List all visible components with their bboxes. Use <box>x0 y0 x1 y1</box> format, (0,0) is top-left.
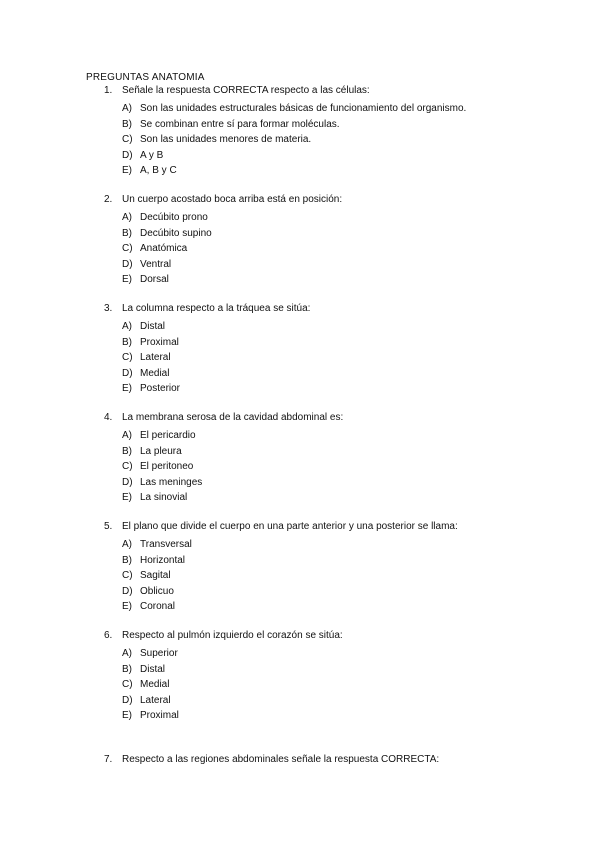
option-d <box>104 475 544 491</box>
question-header <box>104 628 544 644</box>
option-e <box>104 490 544 506</box>
option-text: A y B <box>140 149 164 161</box>
option-letter: E) <box>122 492 132 504</box>
question-5 <box>104 519 544 615</box>
question-1 <box>104 83 544 179</box>
option-e <box>104 381 544 397</box>
option-text: A, B y C <box>140 165 177 177</box>
option-text: Sagital <box>140 570 171 582</box>
question-text: Un cuerpo acostado boca arriba está en posición: <box>122 194 343 205</box>
question-text: Respecto al pulmón izquierdo el corazón se sitúa: <box>122 630 343 641</box>
option-text: La sinovial <box>140 492 188 504</box>
option-d <box>104 584 544 600</box>
option-c <box>104 241 544 257</box>
option-text: Dorsal <box>140 274 169 286</box>
question-header <box>104 83 544 99</box>
option-c <box>104 132 544 148</box>
option-list <box>104 210 544 288</box>
option-letter: B) <box>122 227 132 239</box>
option-text: Posterior <box>140 383 181 395</box>
question-text: La columna respecto a la tráquea se sitúa: <box>122 303 311 314</box>
document-title: PREGUNTAS ANATOMIA <box>86 72 205 83</box>
option-d <box>104 257 544 273</box>
option-letter: D) <box>122 258 133 270</box>
option-text: Decúbito prono <box>140 212 208 223</box>
option-list <box>104 319 544 397</box>
option-b <box>104 553 544 569</box>
option-list <box>104 646 544 724</box>
question-header <box>104 752 544 768</box>
option-letter: E) <box>122 165 132 177</box>
option-e <box>104 708 544 724</box>
option-a <box>104 101 544 117</box>
option-a <box>104 646 544 662</box>
option-text: Las meninges <box>140 476 203 488</box>
option-letter: B) <box>122 336 132 348</box>
question-header <box>104 301 544 317</box>
question-number: 5. <box>104 521 113 532</box>
question-number: 1. <box>104 85 113 96</box>
question-text: La membrana serosa de la cavidad abdominal es: <box>122 412 344 423</box>
question-header <box>104 192 544 208</box>
option-text: Superior <box>140 648 178 659</box>
option-text: Anatómica <box>140 243 188 255</box>
option-text: Medial <box>140 679 170 691</box>
question-4 <box>104 410 544 506</box>
option-letter: C) <box>122 352 133 364</box>
option-letter: C) <box>122 461 133 473</box>
option-letter: A) <box>122 648 132 659</box>
option-a <box>104 319 544 335</box>
option-text: El pericardio <box>140 430 196 441</box>
question-text: El plano que divide el cuerpo en una parte anterior y una posterior se llama: <box>122 521 458 532</box>
option-text: Coronal <box>140 601 176 613</box>
option-letter: A) <box>122 539 132 550</box>
option-c <box>104 350 544 366</box>
option-letter: B) <box>122 445 132 457</box>
option-b <box>104 226 544 242</box>
option-letter: C) <box>122 679 133 691</box>
option-letter: D) <box>122 694 133 706</box>
option-text: Proximal <box>140 710 179 722</box>
option-text: Son las unidades estructurales básicas de funcionamiento del organismo. <box>140 103 467 114</box>
option-letter: B) <box>122 118 132 130</box>
option-text: Lateral <box>140 694 171 706</box>
question-number: 2. <box>104 194 113 205</box>
option-b <box>104 444 544 460</box>
option-letter: B) <box>122 663 132 675</box>
question-number: 4. <box>104 412 113 423</box>
option-letter: B) <box>122 554 132 566</box>
option-letter: D) <box>122 585 133 597</box>
question-number: 6. <box>104 630 113 641</box>
option-text: Distal <box>140 321 166 332</box>
option-d <box>104 693 544 709</box>
option-letter: D) <box>122 367 133 379</box>
option-e <box>104 599 544 615</box>
question-6 <box>104 628 544 724</box>
option-a <box>104 210 544 226</box>
option-list <box>104 537 544 615</box>
option-a <box>104 428 544 444</box>
question-header <box>104 410 544 426</box>
option-letter: C) <box>122 570 133 582</box>
question-number: 7. <box>104 754 113 765</box>
question-3 <box>104 301 544 397</box>
question-2 <box>104 192 544 288</box>
option-text: Proximal <box>140 336 179 348</box>
option-text: Medial <box>140 367 170 379</box>
option-b <box>104 662 544 678</box>
option-text: Transversal <box>140 539 192 550</box>
question-number: 3. <box>104 303 113 314</box>
option-text: Oblicuo <box>140 585 174 597</box>
option-text: Distal <box>140 663 166 675</box>
option-text: Decúbito supino <box>140 227 212 239</box>
option-text: El peritoneo <box>140 461 194 473</box>
option-d <box>104 148 544 164</box>
option-text: La pleura <box>140 445 182 457</box>
option-letter: E) <box>122 601 132 613</box>
option-text: Se combinan entre sí para formar moléculas. <box>140 118 340 130</box>
option-b <box>104 117 544 133</box>
question-header <box>104 519 544 535</box>
option-a <box>104 537 544 553</box>
option-letter: C) <box>122 134 133 146</box>
option-letter: E) <box>122 274 132 286</box>
option-letter: A) <box>122 103 132 114</box>
option-list <box>104 101 544 179</box>
option-d <box>104 366 544 382</box>
option-e <box>104 272 544 288</box>
option-letter: E) <box>122 710 132 722</box>
question-7 <box>104 752 544 768</box>
option-list <box>104 428 544 506</box>
question-text: Señale la respuesta CORRECTA respecto a las células: <box>122 85 370 96</box>
option-c <box>104 677 544 693</box>
option-b <box>104 335 544 351</box>
option-text: Horizontal <box>140 554 186 566</box>
option-text: Lateral <box>140 352 171 364</box>
option-letter: A) <box>122 212 132 223</box>
option-e <box>104 163 544 179</box>
option-text: Son las unidades menores de materia. <box>140 134 312 146</box>
question-text: Respecto a las regiones abdominales señale la respuesta CORRECTA: <box>122 754 440 765</box>
option-c <box>104 568 544 584</box>
option-letter: D) <box>122 149 133 161</box>
option-letter: A) <box>122 321 132 332</box>
option-letter: A) <box>122 430 132 441</box>
option-c <box>104 459 544 475</box>
option-letter: D) <box>122 476 133 488</box>
option-text: Ventral <box>140 258 172 270</box>
option-letter: C) <box>122 243 133 255</box>
option-letter: E) <box>122 383 132 395</box>
